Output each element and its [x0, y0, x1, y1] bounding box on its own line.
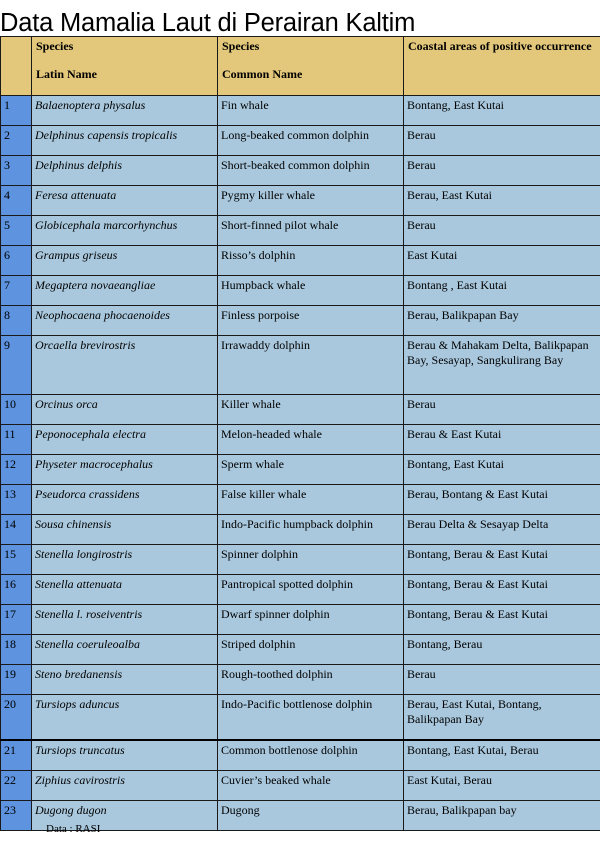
header-number [1, 37, 32, 96]
common-name: Short-beaked common dolphin [218, 156, 404, 186]
table-row [1, 575, 600, 605]
latin-name: Pseudorca crassidens [32, 485, 218, 515]
common-name: Pantropical spotted dolphin [218, 575, 404, 605]
latin-name: Stenella l. roseiventris [32, 605, 218, 635]
row-number: 9 [1, 336, 32, 395]
coastal-areas: East Kutai, Berau [404, 771, 600, 801]
coastal-areas: Berau Delta & Sesayap Delta [404, 515, 600, 545]
row-number: 12 [1, 455, 32, 485]
latin-name: Stenella longirostris [32, 545, 218, 575]
common-name: Rough-toothed dolphin [218, 665, 404, 695]
header-latin-line1: Species [36, 39, 74, 53]
latin-name: Grampus griseus [32, 246, 218, 276]
row-number: 11 [1, 425, 32, 455]
row-number: 13 [1, 485, 32, 515]
coastal-areas: Berau, East Kutai, Bontang, Balikpapan Bay [404, 695, 600, 741]
table-row [1, 336, 600, 395]
row-number: 15 [1, 545, 32, 575]
table-row [1, 515, 600, 545]
row-number: 4 [1, 186, 32, 216]
source-note: Data : RASI [46, 823, 101, 835]
row-number: 19 [1, 665, 32, 695]
latin-name: Ziphius cavirostris [32, 771, 218, 801]
table-row [1, 771, 600, 801]
coastal-areas: Berau, Balikpapan bay [404, 801, 600, 831]
coastal-areas: Bontang, Berau & East Kutai [404, 575, 600, 605]
coastal-areas: Bontang, East Kutai [404, 96, 600, 126]
common-name: Fin whale [218, 96, 404, 126]
latin-name: Tursiops truncatus [32, 740, 218, 771]
table-row [1, 156, 600, 186]
header-common-line2: Common Name [222, 67, 303, 81]
latin-name: Orcaella brevirostris [32, 336, 218, 395]
table-row [1, 306, 600, 336]
latin-name: Feresa attenuata [32, 186, 218, 216]
common-name: Irrawaddy dolphin [218, 336, 404, 395]
table-row [1, 545, 600, 575]
coastal-areas: Bontang, Berau & East Kutai [404, 605, 600, 635]
latin-name: Peponocephala electra [32, 425, 218, 455]
table-row [1, 96, 600, 126]
row-number: 16 [1, 575, 32, 605]
common-name: Dwarf spinner dolphin [218, 605, 404, 635]
header-latin-line2: Latin Name [36, 67, 97, 81]
table-row [1, 485, 600, 515]
common-name: Striped dolphin [218, 635, 404, 665]
row-number: 17 [1, 605, 32, 635]
table-row [1, 276, 600, 306]
coastal-areas: East Kutai [404, 246, 600, 276]
row-number: 3 [1, 156, 32, 186]
latin-name: Stenella attenuata [32, 575, 218, 605]
table-row [1, 246, 600, 276]
latin-name: Megaptera novaeangliae [32, 276, 218, 306]
row-number: 7 [1, 276, 32, 306]
common-name: Common bottlenose dolphin [218, 740, 404, 771]
coastal-areas: Berau [404, 216, 600, 246]
common-name: Indo-Pacific bottlenose dolphin [218, 695, 404, 741]
common-name: Risso’s dolphin [218, 246, 404, 276]
coastal-areas: Bontang , East Kutai [404, 276, 600, 306]
latin-name: Stenella coeruleoalba [32, 635, 218, 665]
header-common-line1: Species [222, 39, 260, 53]
common-name: Short-finned pilot whale [218, 216, 404, 246]
table-row [1, 635, 600, 665]
latin-name: Delphinus delphis [32, 156, 218, 186]
header-common-name [218, 37, 404, 96]
coastal-areas: Berau & Mahakam Delta, Balikpapan Bay, Sesayap, Sangkulirang Bay [404, 336, 600, 395]
common-name: Pygmy killer whale [218, 186, 404, 216]
header-latin-name [32, 37, 218, 96]
table-header-row [1, 37, 600, 96]
coastal-areas: Berau & East Kutai [404, 425, 600, 455]
table-row [1, 216, 600, 246]
row-number: 14 [1, 515, 32, 545]
page-title: Data Mamalia Laut di Perairan Kaltim [0, 9, 416, 37]
coastal-areas: Bontang, Berau & East Kutai [404, 545, 600, 575]
coastal-areas: Bontang, East Kutai [404, 455, 600, 485]
coastal-areas: Berau [404, 395, 600, 425]
header-coastal-areas: Coastal areas of positive occurrence [404, 37, 600, 96]
row-number: 20 [1, 695, 32, 741]
latin-name: Delphinus capensis tropicalis [32, 126, 218, 156]
table-row [1, 695, 600, 741]
table-row [1, 740, 600, 771]
coastal-areas: Berau [404, 126, 600, 156]
common-name: Humpback whale [218, 276, 404, 306]
row-number: 21 [1, 740, 32, 771]
table-row [1, 425, 600, 455]
latin-name: Steno bredanensis [32, 665, 218, 695]
latin-name: Tursiops aduncus [32, 695, 218, 741]
table-row [1, 665, 600, 695]
table-row [1, 126, 600, 156]
coastal-areas: Berau, Bontang & East Kutai [404, 485, 600, 515]
row-number: 8 [1, 306, 32, 336]
latin-name: Neophocaena phocaenoides [32, 306, 218, 336]
latin-name: Physeter macrocephalus [32, 455, 218, 485]
latin-name: Orcinus orca [32, 395, 218, 425]
coastal-areas: Bontang, Berau [404, 635, 600, 665]
coastal-areas: Berau [404, 156, 600, 186]
common-name: Long-beaked common dolphin [218, 126, 404, 156]
latin-name: Sousa chinensis [32, 515, 218, 545]
row-number: 1 [1, 96, 32, 126]
common-name: Sperm whale [218, 455, 404, 485]
row-number: 23 [1, 801, 32, 831]
common-name: Indo-Pacific humpback dolphin [218, 515, 404, 545]
common-name: Spinner dolphin [218, 545, 404, 575]
common-name: False killer whale [218, 485, 404, 515]
latin-name: Dugong dugon [32, 801, 218, 831]
coastal-areas: Berau [404, 665, 600, 695]
common-name: Killer whale [218, 395, 404, 425]
row-number: 10 [1, 395, 32, 425]
common-name: Dugong [218, 801, 404, 831]
coastal-areas: Berau, Balikpapan Bay [404, 306, 600, 336]
row-number: 18 [1, 635, 32, 665]
table-row [1, 186, 600, 216]
coastal-areas: Berau, East Kutai [404, 186, 600, 216]
latin-name: Globicephala marcorhynchus [32, 216, 218, 246]
table-row [1, 455, 600, 485]
row-number: 22 [1, 771, 32, 801]
common-name: Finless porpoise [218, 306, 404, 336]
coastal-areas: Bontang, East Kutai, Berau [404, 740, 600, 771]
row-number: 5 [1, 216, 32, 246]
table-row [1, 395, 600, 425]
latin-name: Balaenoptera physalus [32, 96, 218, 126]
row-number: 2 [1, 126, 32, 156]
common-name: Cuvier’s beaked whale [218, 771, 404, 801]
common-name: Melon-headed whale [218, 425, 404, 455]
species-table [0, 36, 600, 831]
table-row [1, 605, 600, 635]
row-number: 6 [1, 246, 32, 276]
